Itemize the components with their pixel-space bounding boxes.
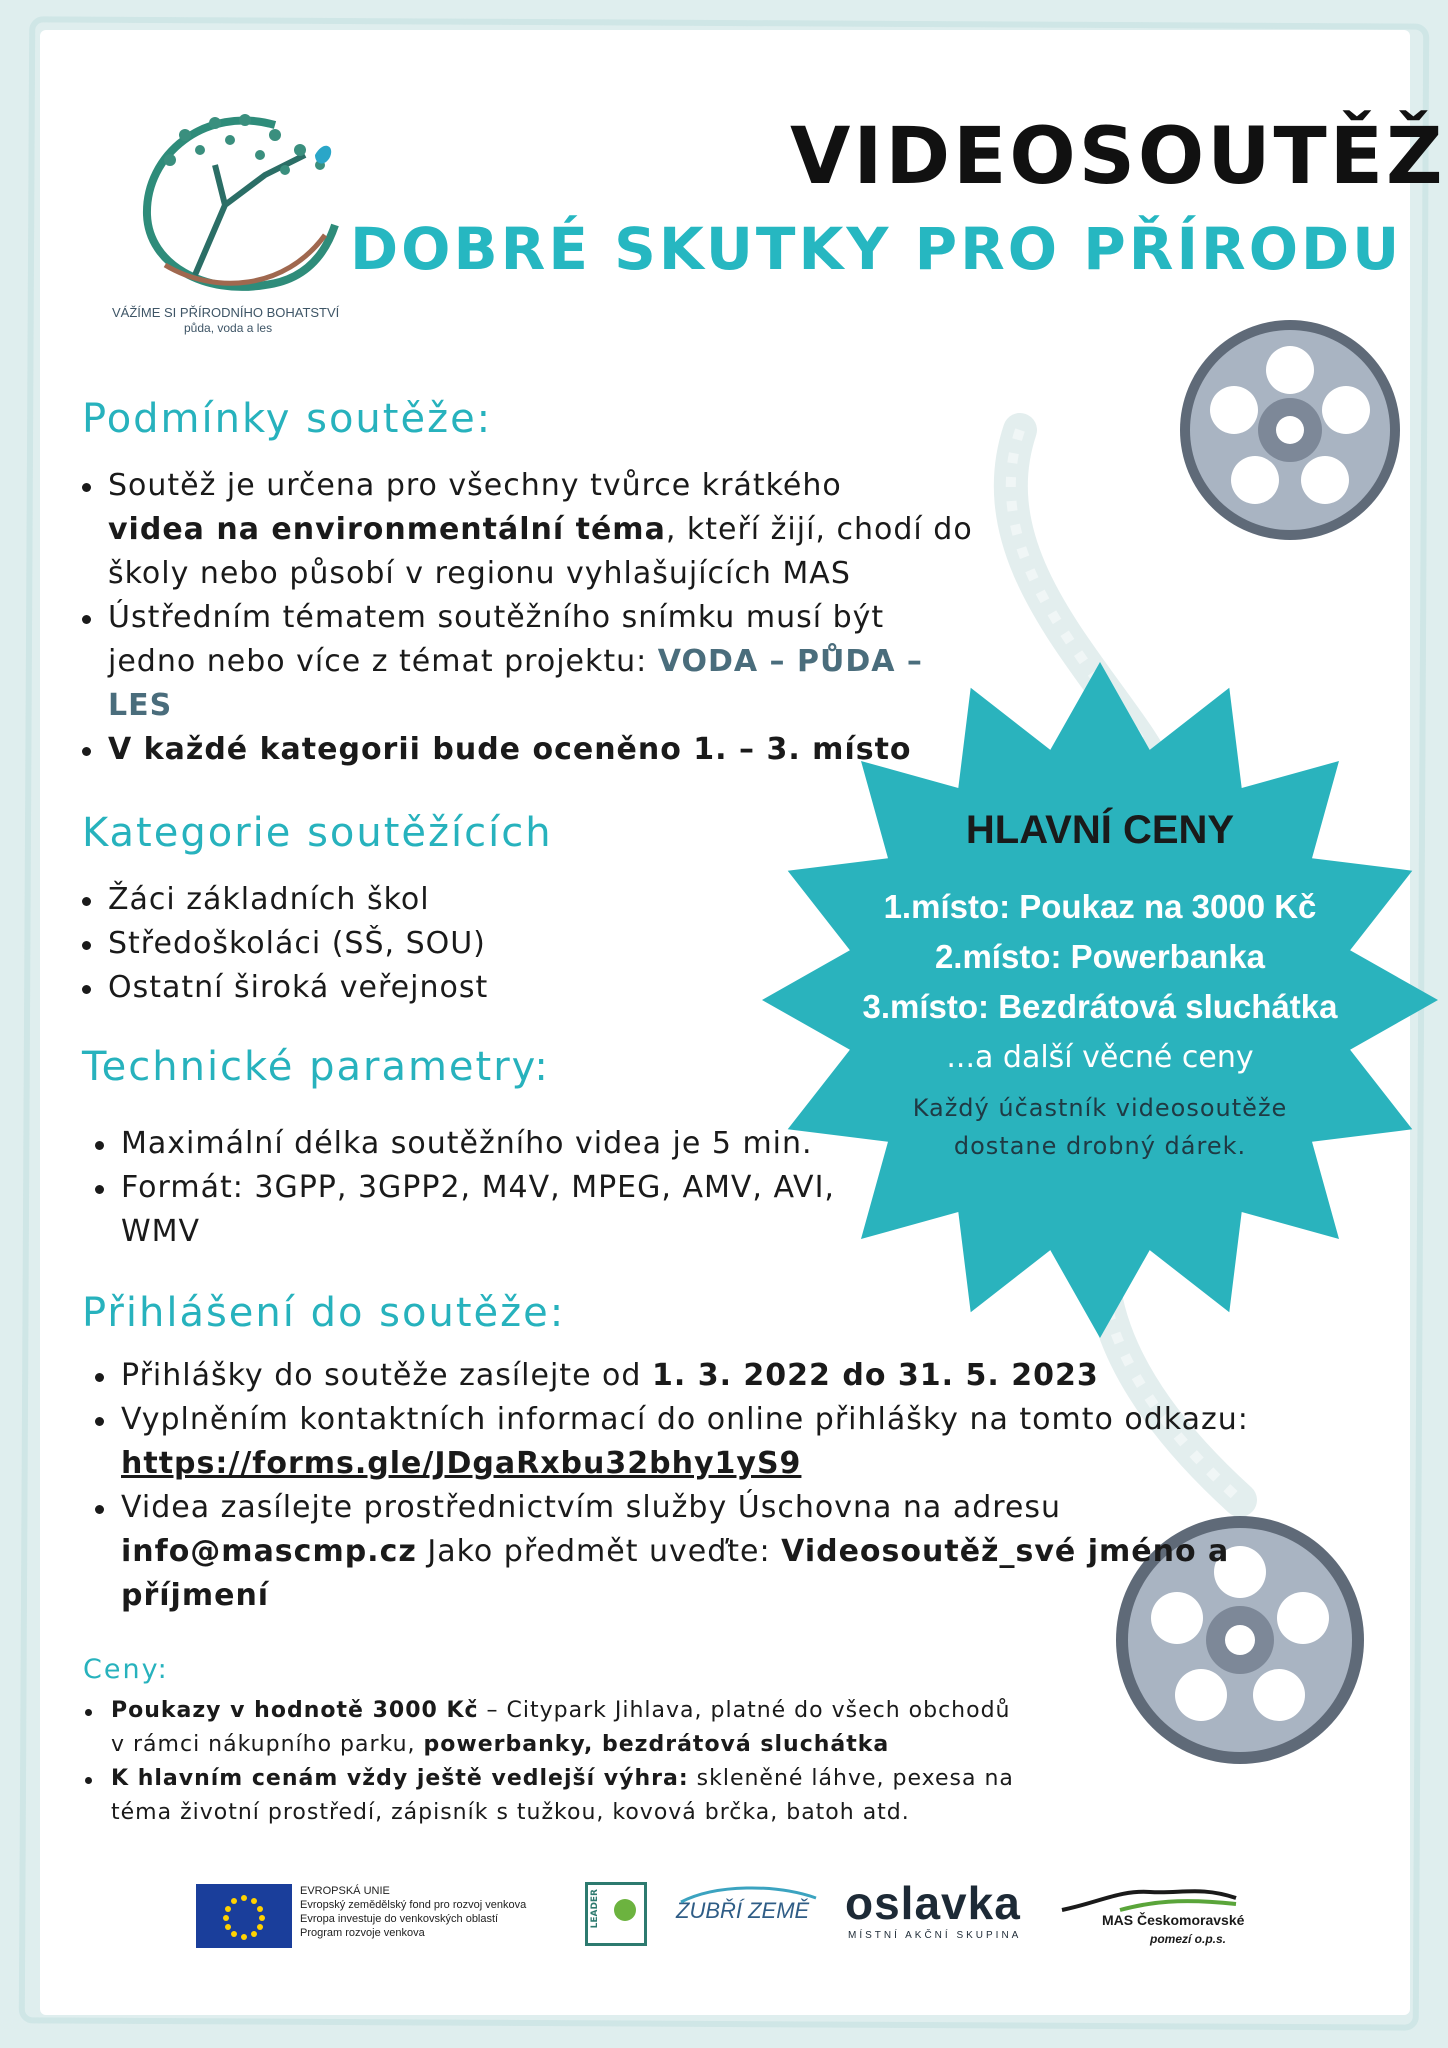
list-item: Žáci základních škol [80, 878, 780, 922]
main-prizes-heading: HLAVNÍ CENY [965, 808, 1235, 852]
registration-form-link[interactable]: https://forms.gle/JDgaRxbu32bhy1yS9 [121, 1446, 802, 1481]
mas-hills-icon [1060, 1884, 1240, 1914]
prize-note-1: Každý účastník videosoutěže [912, 1094, 1288, 1122]
page-title: VIDEOSOUTĚŽ [790, 112, 1446, 202]
zubri-zeme-logo: ZUBŘÍ ZEMĚ [676, 1898, 810, 1923]
technical-heading: Technické parametry: [82, 1044, 550, 1090]
oslavka-subtitle: MÍSTNÍ AKČNÍ SKUPINA [848, 1930, 1022, 1941]
zubri-arc-icon [676, 1884, 826, 1904]
prize-place-1: 1.místo: Poukaz na 3000 Kč [883, 888, 1317, 925]
prizes-list [83, 1694, 1183, 1830]
registration-list [93, 1354, 1343, 1618]
list-item: Formát: 3GPP, 3GPP2, M4V, MPEG, AMV, AVI, WMV [93, 1166, 893, 1254]
list-item: Maximální délka soutěžního videa je 5 min. [93, 1122, 893, 1166]
list-item: Videa zasílejte prostřednictvím služby Úschovna na adresu info@mascmp.cz Jako předmět uveďte: Videosoutěž_své jméno a příjmení [93, 1486, 1343, 1618]
prizes-heading: Ceny: [83, 1654, 169, 1685]
conditions-heading: Podmínky soutěže: [82, 396, 493, 442]
eu-flag-icon [196, 1884, 292, 1948]
contact-email: info@mascmp.cz [121, 1534, 417, 1569]
list-item: K hlavním cenám vždy ještě vedlejší výhra: skleněné láhve, pexesa na téma životní prostředí, zápisník s tužkou, kovová brčka, batoh atd. [83, 1762, 1183, 1830]
prize-more: ...a další věcné ceny [946, 1040, 1254, 1075]
registration-heading: Přihlášení do soutěže: [82, 1290, 566, 1336]
list-item: Středoškoláci (SŠ, SOU) [80, 922, 780, 966]
list-item: Ostatní široká veřejnost [80, 966, 780, 1010]
reel-top-icon [1180, 320, 1400, 540]
logo-subcaption: půda, voda a les [184, 321, 273, 335]
oslavka-logo: oslavka [845, 1877, 1021, 1929]
list-item: Ústředním tématem soutěžního snímku musí být jedno nebo více z témat projektu: VODA – PŮDA – LES [80, 596, 980, 728]
page-subtitle: DOBRÉ SKUTKY PRO PŘÍRODU [350, 215, 1403, 283]
tree-logo-icon [125, 95, 345, 305]
categories-heading: Kategorie soutěžících [82, 810, 553, 856]
prize-note-2: dostane drobný dárek. [953, 1132, 1247, 1160]
categories-list [80, 878, 780, 1010]
list-item: Soutěž je určena pro všechny tvůrce krátkého videa na environmentální téma, kteří žijí, chodí do školy nebo působí v regionu vyhlašujících MAS [80, 464, 980, 596]
mas-logo-line1: MAS Českomoravské [1102, 1912, 1245, 1928]
eu-caption: EVROPSKÁ UNIE Evropský zemědělský fond pro rozvoj venkova Evropa investuje do venkovských oblastí Program rozvoje venkova [300, 1885, 527, 1939]
list-item: V každé kategorii bude oceněno 1. – 3. místo [80, 728, 980, 772]
prize-place-2: 2.místo: Powerbanka [934, 938, 1266, 975]
leader-logo: LEADER [585, 1882, 647, 1946]
list-item: Poukazy v hodnotě 3000 Kč – Citypark Jihlava, platné do všech obchodů v rámci nákupního parku, powerbanky, bezdrátová sluchátka [83, 1694, 1183, 1762]
mas-logo-line2: pomezí o.p.s. [1150, 1932, 1227, 1946]
list-item: Přihlášky do soutěže zasílejte od 1. 3. 2022 do 31. 5. 2023 [93, 1354, 1343, 1398]
logo-caption: VÁŽÍME SI PŘÍRODNÍHO BOHATSTVÍ [112, 305, 340, 320]
prize-place-3: 3.místo: Bezdrátová sluchátka [862, 988, 1338, 1025]
list-item: Vyplněním kontaktních informací do online přihlášky na tomto odkazu: https://forms.gle/JDgaRxbu32bhy1yS9 [93, 1398, 1343, 1486]
